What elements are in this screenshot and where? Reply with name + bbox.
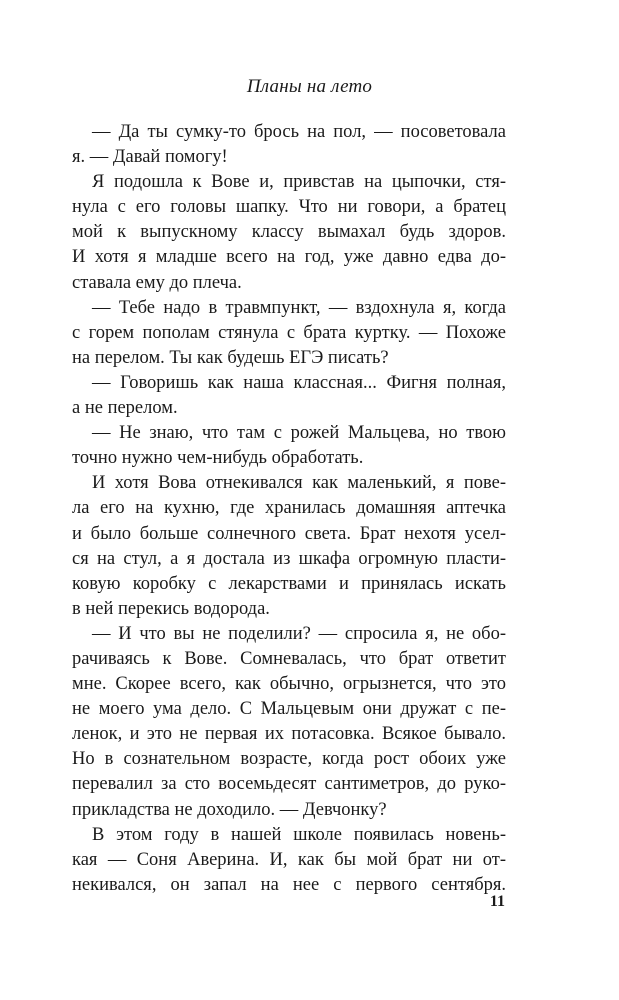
text-line: ла его на кухню, где хранилась домашняя аптечка bbox=[72, 498, 506, 519]
text-line: а не перелом. bbox=[72, 398, 178, 419]
text-line: И хотя я младше всего на год, уже давно едва до- bbox=[72, 247, 506, 268]
text-line: ленок, и это не первая их потасовка. Всякое бывало. bbox=[72, 724, 506, 745]
text-line: Но в сознательном возрасте, когда рост обоих уже bbox=[72, 749, 506, 770]
text-line: не моего ума дело. С Мальцевым они дружат с пе- bbox=[72, 699, 506, 720]
running-head: Планы на лето bbox=[246, 76, 373, 97]
text-line: — И что вы не поделили? — спросила я, не обо- bbox=[92, 623, 506, 644]
text-line: — Тебе надо в травмпункт, — вздохнула я, когда bbox=[92, 297, 506, 318]
text-line: кая — Соня Аверина. И, как бы мой брат ни от- bbox=[72, 849, 506, 870]
text-line: на перелом. Ты как будешь ЕГЭ писать? bbox=[72, 347, 389, 368]
text-line: — Не знаю, что там с рожей Мальцева, но твою bbox=[92, 423, 506, 444]
text-line: рачиваясь к Вове. Сомневалась, что брат ответит bbox=[72, 648, 506, 669]
text-line: ставала ему до плеча. bbox=[72, 272, 242, 293]
text-line: некивался, он запал на нее с первого сентября. bbox=[72, 874, 506, 895]
text-line: И хотя Вова отнекивался как маленький, я пове- bbox=[92, 473, 506, 494]
text-line: в ней перекись водорода. bbox=[72, 598, 270, 619]
text-line: с горем пополам стянула с брата куртку. — Похоже bbox=[72, 322, 506, 343]
text-line: и было больше солнечного света. Брат нехотя усел- bbox=[72, 523, 506, 544]
text-line: ковую коробку с лекарствами и принялась искать bbox=[72, 573, 506, 594]
body-text bbox=[72, 120, 506, 898]
text-line: перевалил за сто восемьдесят сантиметров, до руко- bbox=[72, 774, 506, 795]
text-line: нула с его головы шапку. Что ни говори, а братец bbox=[72, 197, 506, 218]
text-line: я. — Давай помогу! bbox=[72, 147, 228, 168]
text-line: Я подошла к Вове и, привстав на цыпочки, стя- bbox=[92, 172, 506, 193]
text-line: прикладства не доходило. — Девчонку? bbox=[72, 799, 387, 820]
text-line: точно нужно чем-нибудь обработать. bbox=[72, 448, 364, 469]
text-line: мне. Скорее всего, как обычно, огрызнется, что это bbox=[72, 674, 506, 695]
text-line: — Да ты сумку-то брось на пол, — посоветовала bbox=[92, 122, 506, 142]
text-line: мой к выпускному классу вымахал будь здоров. bbox=[72, 222, 506, 243]
page-number: 11 bbox=[489, 893, 505, 910]
text-line: ся на стул, а я достала из шкафа огромную пласти- bbox=[72, 548, 506, 569]
text-line: — Говоришь как наша классная... Фигня полная, bbox=[92, 372, 506, 393]
text-line: В этом году в нашей школе появилась новень- bbox=[92, 824, 506, 845]
